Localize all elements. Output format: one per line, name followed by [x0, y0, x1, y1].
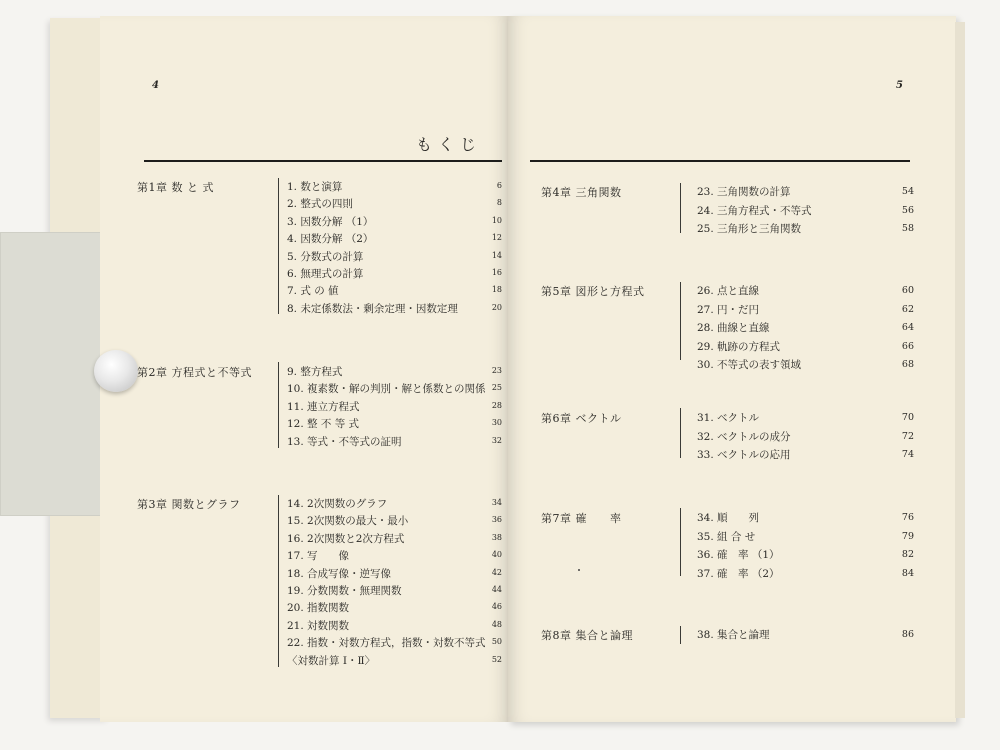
toc-entry-title: 15. 2次関数の最大・最小	[287, 515, 409, 528]
toc-entry-page: 76	[901, 512, 914, 523]
toc-entry-page: 18	[491, 285, 502, 295]
divider-ch8	[680, 626, 681, 644]
toc-entry-title: 33. ベクトルの応用	[697, 449, 791, 462]
chapter-heading: 第5章 図形と方程式	[541, 285, 645, 298]
toc-entry-page: 30	[491, 418, 502, 428]
toc-entry-title: 11. 連立方程式	[287, 400, 360, 413]
divider-ch3	[278, 495, 279, 667]
toc-entry-page: 20	[491, 302, 502, 312]
toc-entry-page: 56	[901, 204, 914, 216]
toc-entry-page: 46	[491, 602, 502, 612]
toc-entry-page: 44	[491, 585, 502, 594]
divider-ch1	[278, 178, 279, 314]
toc-entry-title: 26. 点と直線	[697, 285, 760, 297]
toc-entry-title: 21. 対数関数	[287, 619, 350, 632]
toc-entry-title: 4. 因数分解 （2）	[287, 233, 374, 246]
divider-ch4	[680, 183, 681, 233]
toc-entry-title: 19. 分数関数・無理関数	[287, 585, 402, 597]
toc-entry-page: 60	[901, 285, 914, 296]
toc-entry-title: 29. 軌跡の方程式	[697, 340, 781, 353]
toc-entry-title: 17. 写 像	[287, 550, 350, 563]
toc-entry-page: 10	[491, 215, 502, 225]
divider-ch5	[680, 282, 681, 360]
toc-entry-title: 7. 式 の 値	[287, 285, 339, 298]
toc-entry-title: 31. ベクトル	[697, 412, 760, 424]
chapter-heading: 第6章 ベクトル	[541, 412, 622, 425]
toc-entry-page: 14	[491, 250, 502, 260]
toc-entry-page: 58	[901, 223, 914, 235]
toc-entry-title: 8. 未定係数法・剰余定理・因数定理	[287, 302, 458, 315]
toc-entry-title: 23. 三角関数の計算	[697, 186, 791, 198]
toc-entry-title: 5. 分数式の計算	[287, 250, 364, 263]
toc-entry-title: 24. 三角方程式・不等式	[697, 204, 812, 217]
chapter-heading: 第4章 三角関数	[541, 186, 622, 199]
toc-entry-title: 10. 複素数・解の判別・解と係数との関係	[287, 383, 486, 396]
toc-entry-title: 6. 無理式の計算	[287, 268, 364, 280]
divider-ch7	[680, 508, 681, 576]
divider-ch2	[278, 362, 279, 448]
toc-entry-page: 84	[901, 567, 914, 579]
chapter-heading: 第2章 方程式と不等式	[137, 366, 252, 379]
toc-entry-page: 86	[901, 629, 914, 640]
toc-entry-title: 2. 整式の四則	[287, 198, 353, 211]
toc-entry-page: 54	[901, 186, 914, 197]
glass-paperweight	[94, 350, 138, 392]
toc-entry-page: 6	[496, 181, 502, 190]
toc-entry-page: 74	[901, 449, 914, 461]
page-edges	[955, 22, 965, 718]
toc-entry-title: 12. 整 不 等 式	[287, 418, 360, 431]
toc-entry-page: 79	[901, 530, 914, 542]
toc-title: もくじ	[416, 135, 483, 154]
toc-entry-title: 38. 集合と論理	[697, 629, 770, 641]
toc-entry-page: 42	[491, 567, 502, 577]
toc-entry-page: 48	[491, 619, 502, 629]
toc-entry-page: 66	[901, 340, 914, 352]
toc-entry-page: 70	[901, 412, 914, 423]
toc-entry-page: 40	[491, 550, 502, 560]
toc-entry-title: 34. 順 列	[697, 512, 760, 524]
toc-entry-title: 〈対数計算 Ⅰ・Ⅱ〉	[287, 654, 376, 667]
toc-entry-title: 20. 指数関数	[287, 602, 350, 615]
header-rule-right	[530, 160, 910, 162]
toc-entry-title: 16. 2次関数と2次方程式	[287, 532, 405, 545]
toc-entry-title: 3. 因数分解 （1）	[287, 215, 374, 228]
toc-entry-title: 13. 等式・不等式の証明	[287, 435, 402, 448]
toc-entry-page: 23	[491, 366, 502, 375]
toc-entry-title: 28. 曲線と直線	[697, 322, 770, 335]
toc-entry-page: 12	[491, 233, 502, 243]
toc-entry-title: 9. 整方程式	[287, 366, 343, 378]
toc-entry-page: 82	[901, 549, 914, 561]
toc-entry-page: 16	[491, 268, 502, 277]
toc-entry-page: 64	[901, 322, 914, 334]
toc-entry-page: 72	[901, 430, 914, 442]
divider-ch6	[680, 408, 681, 458]
toc-entry-page: 52	[491, 654, 502, 664]
toc-entry-title: 30. 不等式の表す領域	[697, 359, 802, 372]
toc-entry-title: 25. 三角形と三角関数	[697, 223, 802, 236]
toc-entry-page: 62	[901, 303, 914, 315]
header-rule-left	[144, 160, 502, 162]
toc-entry-title: 1. 数と演算	[287, 181, 343, 193]
chapter-heading: 第1章 数 と 式	[137, 181, 214, 194]
toc-entry-title: 14. 2次関数のグラフ	[287, 498, 388, 510]
toc-entry-page: 36	[491, 515, 502, 525]
toc-entry-page: 28	[491, 400, 502, 410]
toc-entry-title: 35. 組 合 せ	[697, 530, 756, 543]
toc-entry-page: 32	[491, 435, 502, 445]
stray-dot	[578, 569, 580, 571]
toc-entry-page: 8	[496, 198, 502, 208]
page-number-right: 5	[896, 80, 903, 91]
toc-entry-title: 22. 指数・対数方程式，指数・対数不等式	[287, 637, 486, 650]
toc-entry-page: 50	[491, 637, 502, 647]
chapter-heading: 第3章 関数とグラフ	[137, 498, 241, 511]
toc-entry-title: 32. ベクトルの成分	[697, 430, 791, 443]
chapter-heading: 第7章 確 率	[541, 512, 622, 525]
toc-entry-title: 18. 合成写像・逆写像	[287, 567, 392, 580]
toc-entry-page: 68	[901, 359, 914, 371]
chapter-heading: 第8章 集合と論理	[541, 629, 633, 642]
toc-entry-title: 36. 確 率 （1）	[697, 549, 780, 562]
toc-entry-page: 34	[491, 498, 502, 507]
toc-entry-page: 38	[491, 532, 502, 542]
toc-entry-title: 37. 確 率 （2）	[697, 567, 780, 580]
toc-entry-title: 27. 円・だ円	[697, 303, 760, 316]
toc-entry-page: 25	[491, 383, 502, 393]
page-number-left: 4	[152, 80, 159, 91]
